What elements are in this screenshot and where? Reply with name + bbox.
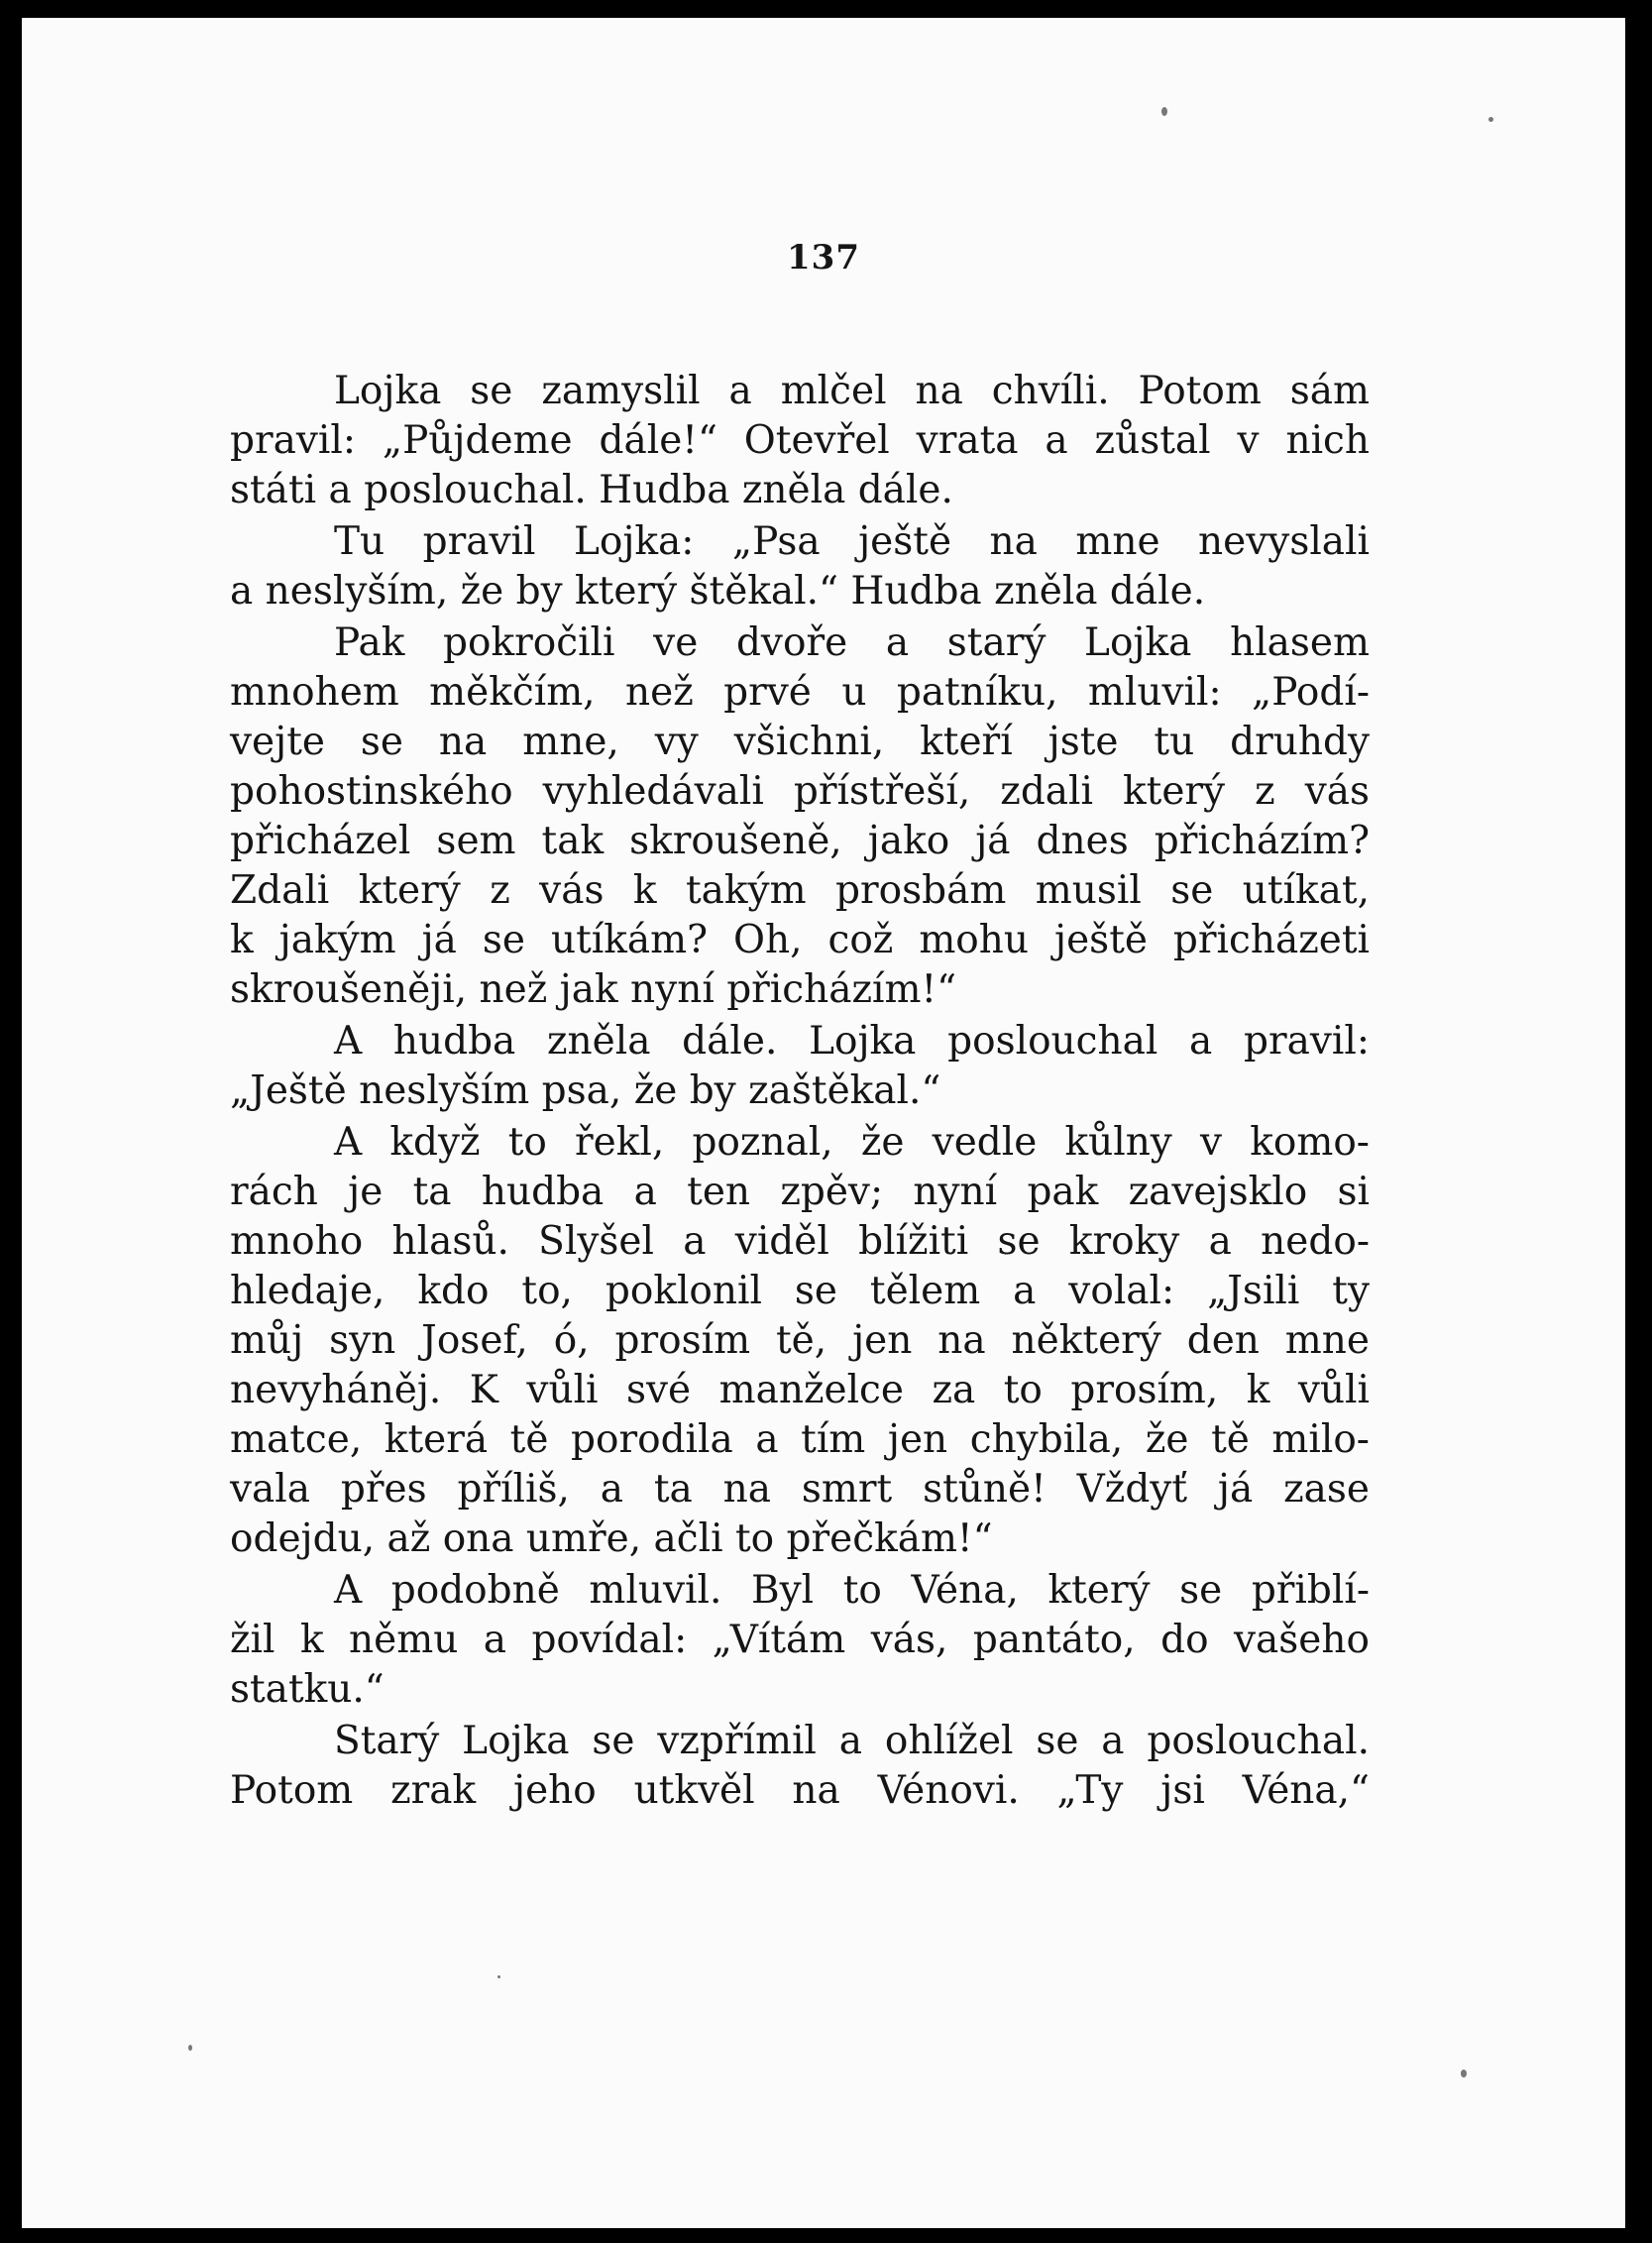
scan-edge — [0, 0, 22, 2243]
text-line: vala přes příliš, a ta na smrt stůně! Vždyť já zase — [230, 1467, 1370, 1512]
paragraph — [230, 1717, 1370, 1816]
paragraph — [230, 1566, 1370, 1715]
paragraph — [230, 1118, 1370, 1564]
scan-speck — [1161, 107, 1167, 116]
text-line: Tu pravil Lojka: „Psa ještě na mne nevyslali — [334, 519, 1370, 564]
scan-speck — [188, 2045, 192, 2051]
text-line: nevyháněj. K vůli své manželce za to prosím, k vůli — [230, 1368, 1370, 1412]
text-line: žil k němu a povídal: „Vítám vás, pantáto, do vašeho — [230, 1618, 1370, 1662]
page-body — [230, 367, 1370, 1816]
page-number: 137 — [787, 238, 860, 278]
text-line: můj syn Josef, ó, prosím tě, jen na některý den mne — [230, 1318, 1370, 1363]
text-line: rách je ta hudba a ten zpěv; nyní pak zavejsklo si — [230, 1170, 1370, 1214]
book-page — [22, 18, 1625, 2228]
text-line: A hudba zněla dále. Lojka poslouchal a pravil: — [334, 1019, 1370, 1064]
text-line: matce, která tě porodila a tím jen chybila, že tě milo- — [230, 1417, 1370, 1462]
paragraph — [230, 517, 1370, 617]
text-line: Zdali který z vás k takým prosbám musil se utíkat, — [230, 868, 1370, 913]
text-line: mnohem měkčím, než prvé u patníku, mluvil: „Podí- — [230, 670, 1370, 715]
scan-speck — [1488, 117, 1493, 122]
text-line: státi a poslouchal. Hudba zněla dále. — [230, 468, 953, 512]
text-line: Potom zrak jeho utkvěl na Vénovi. „Ty jsi Véna,“ — [230, 1768, 1370, 1813]
text-line: mnoho hlasů. Slyšel a viděl blížiti se kroky a nedo- — [230, 1219, 1370, 1264]
text-line: pravil: „Půjdeme dále!“ Otevřel vrata a zůstal v nich — [230, 418, 1370, 463]
text-line: k jakým já se utíkám? Oh, což mohu ještě přicházeti — [230, 918, 1370, 962]
text-line: A když to řekl, poznal, že vedle kůlny v komo- — [334, 1120, 1370, 1165]
text-line: odejdu, až ona umře, ačli to přečkám!“ — [230, 1516, 993, 1561]
paragraph — [230, 367, 1370, 515]
scan-speck — [497, 1975, 500, 1978]
paragraph — [230, 618, 1370, 1015]
text-line: vejte se na mne, vy všichni, kteří jste tu druhdy — [230, 720, 1370, 764]
text-line: „Ještě neslyším psa, že by zaštěkal.“ — [230, 1068, 941, 1113]
text-line: a neslyším, že by který štěkal.“ Hudba zněla dále. — [230, 569, 1206, 614]
text-line: A podobně mluvil. Byl to Véna, který se přiblí- — [334, 1568, 1370, 1613]
text-line: pohostinského vyhledávali přístřeší, zdali který z vás — [230, 769, 1370, 814]
text-line: přicházel sem tak skroušeně, jako já dnes přicházím? — [230, 819, 1370, 863]
scan-speck — [1461, 2070, 1467, 2077]
text-line: Starý Lojka se vzpřímil a ohlížel se a poslouchal. — [334, 1719, 1370, 1763]
text-line: statku.“ — [230, 1667, 385, 1712]
text-line: hledaje, kdo to, poklonil se tělem a volal: „Jsili ty — [230, 1269, 1370, 1313]
text-line: Lojka se zamyslil a mlčel na chvíli. Potom sám — [334, 369, 1370, 413]
text-line: skroušeněji, než jak nyní přicházím!“ — [230, 967, 957, 1012]
text-line: Pak pokročili ve dvoře a starý Lojka hlasem — [334, 620, 1370, 665]
paragraph — [230, 1017, 1370, 1116]
